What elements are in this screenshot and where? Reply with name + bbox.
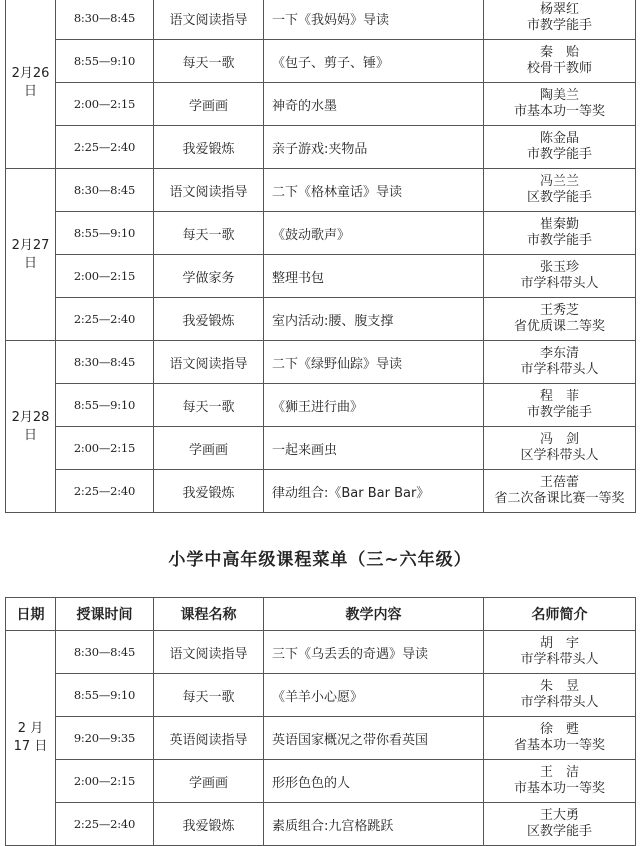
content-cell: 律动组合:《Bar Bar Bar》: [264, 470, 484, 513]
table-row: [6, 384, 636, 427]
table-row: [6, 169, 636, 212]
content-cell: 一下《我妈妈》导读: [264, 0, 484, 40]
table-row: [6, 298, 636, 341]
teacher-name: 程 菲: [539, 389, 579, 404]
teacher-name: 王蓓蕾: [539, 475, 579, 490]
table-row: [6, 674, 636, 717]
course-cell: 每天一歌: [154, 40, 264, 83]
teacher-title: 市教学能手: [526, 233, 592, 248]
teacher-title: 省二次备课比赛一等奖: [494, 491, 625, 506]
teacher-cell: [484, 255, 636, 298]
teacher-name: 陈金晶: [539, 131, 579, 146]
content-cell: 素质组合:九宫格跳跃: [264, 803, 484, 846]
content-cell: 形形色色的人: [264, 760, 484, 803]
teacher-name: 陶美兰: [539, 88, 579, 103]
date-line-1: 2月26: [11, 65, 50, 81]
section-title: 小学中高年级课程菜单（三~六年级）: [168, 550, 472, 570]
table-row: [6, 470, 636, 513]
teacher-title: 市学科带头人: [520, 695, 599, 710]
content-cell: 《鼓动歌声》: [264, 212, 484, 255]
content-cell: 室内活动:腰、腹支撑: [264, 298, 484, 341]
content-cell: 《羊羊小心愿》: [264, 674, 484, 717]
course-cell: 语文阅读指导: [154, 0, 264, 40]
table-row: [6, 717, 636, 760]
course-cell: 每天一歌: [154, 384, 264, 427]
course-cell: 学画画: [154, 427, 264, 470]
lower-schedule-body: [6, 631, 636, 846]
time-cell: 8:30—8:45: [56, 631, 154, 674]
teacher-title: 区学科带头人: [520, 448, 599, 463]
teacher-title: 市基本功一等奖: [513, 781, 605, 796]
time-cell: 8:55—9:10: [56, 384, 154, 427]
date-line-2: 日: [23, 255, 37, 271]
teacher-name: 王秀芝: [539, 303, 579, 318]
course-cell: 我爱锻炼: [154, 470, 264, 513]
course-cell: 英语阅读指导: [154, 717, 264, 760]
date-cell: [6, 631, 56, 846]
table-row: [6, 126, 636, 169]
teacher-name: 王大勇: [539, 808, 579, 823]
teacher-cell: [484, 83, 636, 126]
time-cell: 2:25—2:40: [56, 126, 154, 169]
header-time: 授课时间: [56, 598, 154, 631]
time-cell: 8:30—8:45: [56, 341, 154, 384]
table-row: [6, 427, 636, 470]
time-cell: 2:00—2:15: [56, 427, 154, 470]
header-content: 教学内容: [264, 598, 484, 631]
teacher-name: 徐 甦: [539, 722, 579, 737]
teacher-cell: [484, 760, 636, 803]
teacher-cell: [484, 0, 636, 40]
date-line-1: 2月28: [11, 409, 50, 425]
course-cell: 学画画: [154, 83, 264, 126]
table-row: [6, 0, 636, 40]
course-cell: 我爱锻炼: [154, 126, 264, 169]
content-cell: 神奇的水墨: [264, 83, 484, 126]
upper-schedule-table: [5, 0, 636, 513]
course-cell: 每天一歌: [154, 674, 264, 717]
time-cell: 2:25—2:40: [56, 470, 154, 513]
teacher-cell: [484, 212, 636, 255]
time-cell: 9:20—9:35: [56, 717, 154, 760]
teacher-title: 省优质课二等奖: [513, 319, 605, 334]
date-line-2: 17 日: [13, 739, 48, 754]
course-cell: 每天一歌: [154, 212, 264, 255]
teacher-name: 胡 宇: [539, 636, 579, 651]
lower-schedule-table: [5, 597, 636, 846]
content-cell: 二下《格林童话》导读: [264, 169, 484, 212]
time-cell: 8:30—8:45: [56, 0, 154, 40]
course-cell: 学做家务: [154, 255, 264, 298]
time-cell: 2:00—2:15: [56, 83, 154, 126]
teacher-cell: [484, 40, 636, 83]
time-cell: 8:55—9:10: [56, 674, 154, 717]
table-row: [6, 40, 636, 83]
date-line-2: 日: [23, 83, 37, 99]
teacher-name: 秦 贻: [539, 45, 579, 60]
date-line-1: 2 月: [17, 721, 44, 736]
header-date: 日期: [6, 598, 56, 631]
course-cell: 学画画: [154, 760, 264, 803]
teacher-name: 王 洁: [539, 765, 579, 780]
course-cell: 我爱锻炼: [154, 803, 264, 846]
content-cell: 英语国家概况之带你看英国: [264, 717, 484, 760]
table-row: [6, 631, 636, 674]
teacher-cell: [484, 427, 636, 470]
header-row: [6, 598, 636, 631]
content-cell: 二下《绿野仙踪》导读: [264, 341, 484, 384]
date-cell: [6, 0, 56, 169]
table-row: [6, 255, 636, 298]
teacher-name: 李东清: [539, 346, 579, 361]
teacher-name: 杨翠红: [539, 2, 579, 17]
teacher-title: 市教学能手: [526, 405, 592, 420]
teacher-cell: [484, 298, 636, 341]
teacher-cell: [484, 470, 636, 513]
teacher-name: 张玉珍: [539, 260, 579, 275]
header-teacher: 名师简介: [484, 598, 636, 631]
teacher-title: 省基本功一等奖: [513, 738, 605, 753]
time-cell: 2:25—2:40: [56, 803, 154, 846]
teacher-title: 市学科带头人: [520, 276, 599, 291]
content-cell: 《狮王进行曲》: [264, 384, 484, 427]
teacher-title: 市基本功一等奖: [513, 104, 605, 119]
teacher-title: 市教学能手: [526, 147, 592, 162]
course-cell: 语文阅读指导: [154, 169, 264, 212]
teacher-cell: [484, 803, 636, 846]
content-cell: 整理书包: [264, 255, 484, 298]
teacher-title: 市学科带头人: [520, 362, 599, 377]
teacher-cell: [484, 674, 636, 717]
course-cell: 语文阅读指导: [154, 341, 264, 384]
teacher-title: 区教学能手: [526, 824, 592, 839]
teacher-cell: [484, 169, 636, 212]
time-cell: 8:30—8:45: [56, 169, 154, 212]
date-cell: [6, 341, 56, 513]
teacher-cell: [484, 384, 636, 427]
time-cell: 2:00—2:15: [56, 255, 154, 298]
table-row: [6, 803, 636, 846]
teacher-title: 校骨干教师: [526, 61, 592, 76]
time-cell: 2:25—2:40: [56, 298, 154, 341]
table-row: [6, 760, 636, 803]
teacher-title: 区教学能手: [526, 190, 592, 205]
course-cell: 我爱锻炼: [154, 298, 264, 341]
time-cell: 8:55—9:10: [56, 212, 154, 255]
teacher-name: 冯兰兰: [539, 174, 579, 189]
date-line-1: 2月27: [11, 237, 50, 253]
teacher-cell: [484, 717, 636, 760]
date-cell: [6, 169, 56, 341]
course-cell: 语文阅读指导: [154, 631, 264, 674]
table-row: [6, 212, 636, 255]
teacher-cell: [484, 631, 636, 674]
teacher-name: 冯 剑: [539, 432, 579, 447]
header-course: 课程名称: [154, 598, 264, 631]
teacher-name: 崔秦勤: [539, 217, 579, 232]
date-line-2: 日: [23, 427, 37, 443]
content-cell: 一起来画虫: [264, 427, 484, 470]
content-cell: 亲子游戏:夹物品: [264, 126, 484, 169]
teacher-title: 市学科带头人: [520, 652, 599, 667]
table-row: [6, 341, 636, 384]
teacher-title: 市教学能手: [526, 18, 592, 33]
content-cell: 三下《乌丢丢的奇遇》导读: [264, 631, 484, 674]
content-cell: 《包子、剪子、锤》: [264, 40, 484, 83]
upper-schedule-body: [6, 0, 636, 513]
teacher-cell: [484, 341, 636, 384]
time-cell: 8:55—9:10: [56, 40, 154, 83]
teacher-cell: [484, 126, 636, 169]
teacher-name: 朱 昱: [539, 679, 579, 694]
table-row: [6, 83, 636, 126]
time-cell: 2:00—2:15: [56, 760, 154, 803]
